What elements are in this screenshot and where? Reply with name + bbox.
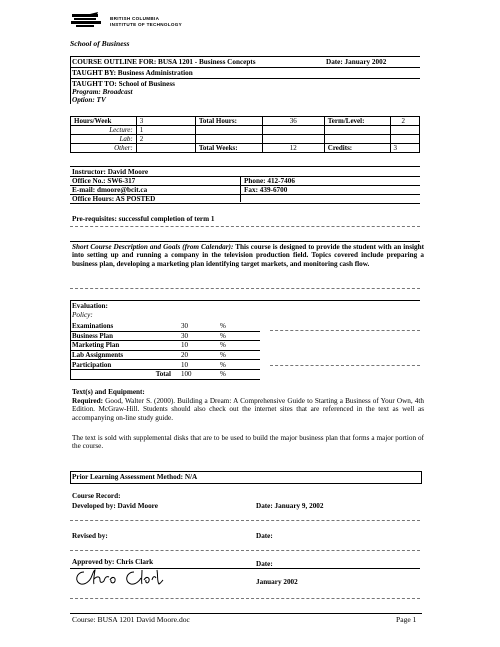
- required-label: Required:: [72, 397, 104, 405]
- credits-value: 3: [390, 144, 420, 153]
- approved-by: Approved by: Chris Clark: [72, 558, 154, 566]
- eval-item: Examinations: [70, 322, 179, 331]
- lab-value: 2: [136, 135, 195, 144]
- eval-item: Participation: [70, 360, 179, 370]
- instructor-phone: Phone: 412-7406: [244, 177, 295, 185]
- eval-value: 10: [179, 360, 218, 370]
- eval-unit: %: [218, 331, 260, 341]
- developed-date: Date: January 9, 2002: [256, 502, 324, 510]
- eval-total-label: Total: [70, 369, 179, 379]
- institution-line2: INSTITUTE OF TECHNOLOGY: [110, 22, 182, 27]
- texts-required: [72, 397, 424, 422]
- program: Program: Broadcast: [72, 88, 133, 96]
- eval-item: Marketing Plan: [70, 341, 179, 351]
- description-body: This course is designed to provide the student with an insight into setting up and running a company in the television production field. Topics covered include preparing a business plan, developing a marketing plan identifying target markets, and monitoring cash flow.: [72, 243, 424, 268]
- other-label: Other:: [71, 144, 137, 153]
- eval-value: 20: [179, 350, 218, 360]
- evaluation-policy: Policy:: [72, 311, 93, 319]
- approved-date: Date:: [256, 560, 273, 568]
- texts-note: The text is sold with supplemental disks that are to be used to build the major business plan that forms a major portion of the course.: [72, 434, 424, 451]
- signature: [72, 566, 182, 590]
- hours-week-label: Hours/Week: [71, 117, 137, 126]
- eval-unit: %: [218, 350, 260, 360]
- taught-by: TAUGHT BY: Business Administration: [72, 69, 193, 77]
- eval-item: Business Plan: [70, 331, 179, 341]
- school-name: School of Business: [70, 39, 130, 48]
- eval-unit: %: [218, 341, 260, 351]
- plar-method: Prior Learning Assessment Method: N/A: [72, 473, 198, 481]
- office-hours: Office Hours: AS POSTED: [72, 195, 156, 203]
- office-number: Office No.: SW6-317: [72, 177, 136, 185]
- eval-total-value: 100: [179, 369, 218, 379]
- lecture-value: 1: [136, 126, 195, 135]
- instructor-email: E-mail: dmoore@bcit.ca: [72, 186, 148, 194]
- outline-date: Date: January 2002: [326, 58, 387, 66]
- footer-page-number: Page 1: [396, 615, 417, 624]
- credits-label: Credits:: [324, 144, 390, 153]
- evaluation-table: [70, 322, 260, 380]
- eval-value: 30: [179, 331, 218, 341]
- eval-total-unit: %: [218, 369, 260, 379]
- texts-heading: Text(s) and Equipment:: [72, 388, 145, 396]
- course-record-heading: Course Record:: [72, 492, 121, 500]
- course-description: [72, 243, 424, 268]
- eval-unit: %: [218, 322, 260, 331]
- revised-by: Revised by:: [72, 532, 108, 540]
- institution-line1: BRITISH COLUMBIA: [110, 16, 160, 21]
- lecture-label: Lecture:: [71, 126, 137, 135]
- option: Option: TV: [72, 96, 106, 104]
- term-value: 2: [390, 117, 420, 126]
- evaluation-heading: Evaluation:: [72, 302, 108, 310]
- lab-label: Lab:: [71, 135, 137, 144]
- eval-item: Lab Assignments: [70, 350, 179, 360]
- hours-table: [70, 116, 420, 153]
- eval-value: 30: [179, 322, 218, 331]
- total-hours-label: Total Hours:: [195, 117, 262, 126]
- developed-by: Developed by: David Moore: [72, 502, 158, 510]
- eval-unit: %: [218, 360, 260, 370]
- total-hours-value: 36: [262, 117, 324, 126]
- description-heading: Short Course Description and Goals (from Calendar):: [72, 243, 234, 251]
- footer-filename: Course: BUSA 1201 David Moore.doc: [72, 615, 190, 624]
- prerequisites: Pre-requisites: successful completion of term 1: [72, 215, 215, 223]
- taught-to: TAUGHT TO: School of Business: [72, 80, 175, 88]
- total-weeks-value: 12: [262, 144, 324, 153]
- required-body: Good, Walter S. (2000). Building a Dream: A Comprehensive Guide to Starting a Business of Your Own, 4th Edition. McGraw-Hill. Students should also check out the internet sites that are referenced in the text as well as accompanying on-line study guide.: [72, 397, 424, 422]
- total-weeks-label: Total Weeks:: [195, 144, 262, 153]
- instructor-fax: Fax: 439-6700: [244, 186, 288, 194]
- term-label: Term/Level:: [324, 117, 390, 126]
- revised-date: Date:: [256, 532, 273, 540]
- instructor-name: Instructor: David Moore: [72, 168, 149, 176]
- hours-week-value: 3: [136, 117, 195, 126]
- course-outline-title: COURSE OUTLINE FOR: BUSA 1201 - Business Concepts: [72, 58, 256, 66]
- approved-date-value: January 2002: [256, 578, 298, 586]
- eval-value: 10: [179, 341, 218, 351]
